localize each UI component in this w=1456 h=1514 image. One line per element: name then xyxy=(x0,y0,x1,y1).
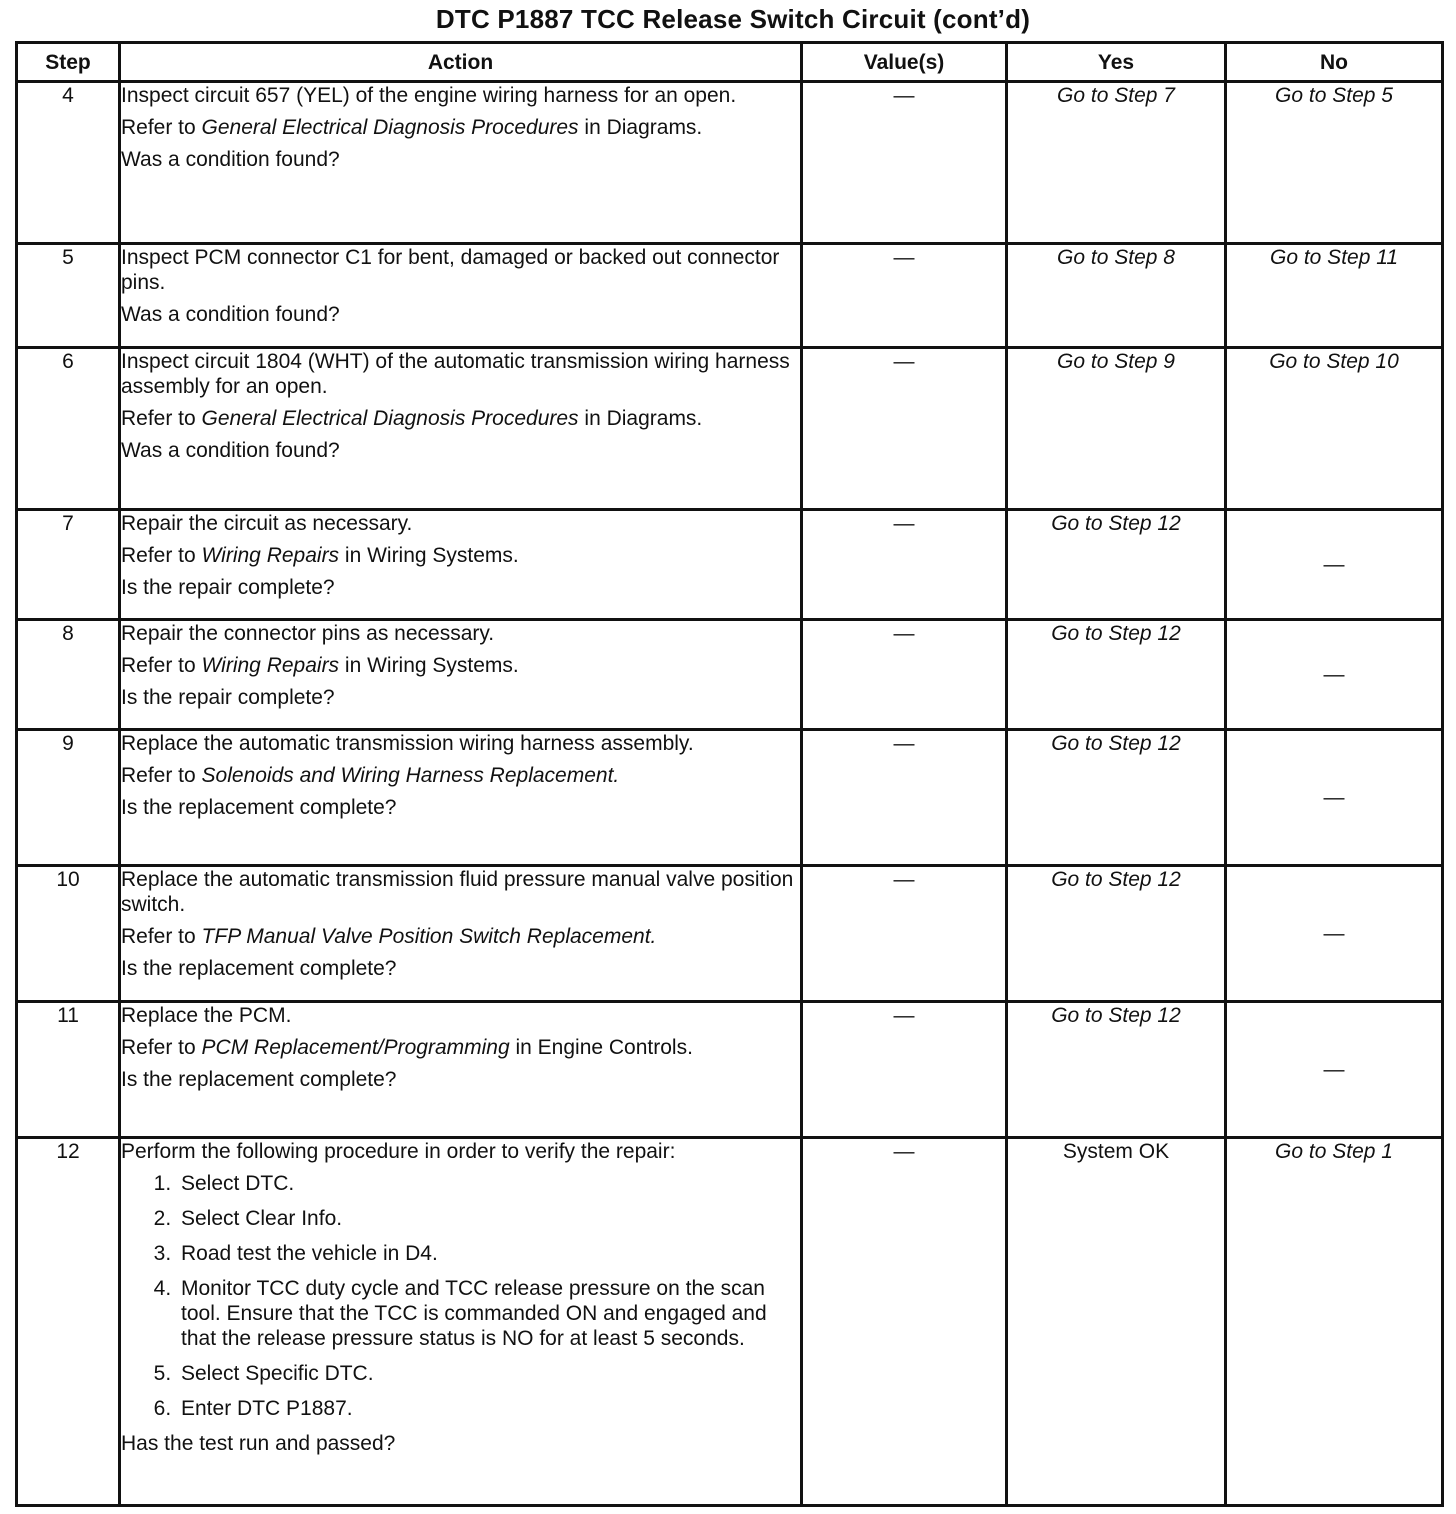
no-cell: Go to Step 1 xyxy=(1226,1138,1443,1506)
action-question: Was a condition found? xyxy=(121,439,340,462)
value-cell: — xyxy=(802,866,1007,1002)
reference-document: PCM Replacement/Programming xyxy=(201,1036,510,1059)
action-cell xyxy=(120,730,802,866)
action-question: Is the replacement complete? xyxy=(121,796,397,819)
table-row xyxy=(17,244,1443,348)
table-row xyxy=(17,620,1443,730)
value-cell: — xyxy=(802,244,1007,348)
yes-cell: System OK xyxy=(1007,1138,1226,1506)
step-number: 7 xyxy=(17,510,120,620)
action-instruction: Inspect circuit 657 (YEL) of the engine wiring harness for an open. xyxy=(121,84,737,107)
no-cell: Go to Step 11 xyxy=(1226,244,1443,348)
header-row xyxy=(17,43,1443,82)
procedure-step: 5. Select Specific DTC. xyxy=(177,1361,800,1386)
action-reference: Refer to General Electrical Diagnosis Procedures in Diagrams. xyxy=(121,407,703,430)
table-row xyxy=(17,510,1443,620)
table-row xyxy=(17,82,1443,244)
no-cell: Go to Step 5 xyxy=(1226,82,1443,244)
action-reference: Refer to TFP Manual Valve Position Switch Replacement. xyxy=(121,925,657,948)
value-cell: — xyxy=(802,510,1007,620)
action-question: Is the replacement complete? xyxy=(121,957,397,980)
action-question: Was a condition found? xyxy=(121,148,340,171)
action-cell xyxy=(120,510,802,620)
no-cell: — xyxy=(1226,510,1443,620)
verification-procedure-list xyxy=(121,1171,800,1421)
action-question: Was a condition found? xyxy=(121,303,340,326)
action-instruction: Inspect circuit 1804 (WHT) of the automatic transmission wiring harness assembly for an open. xyxy=(121,350,790,398)
action-reference: Refer to General Electrical Diagnosis Procedures in Diagrams. xyxy=(121,116,703,139)
action-reference: Refer to Wiring Repairs in Wiring Systems. xyxy=(121,654,519,677)
action-cell xyxy=(120,866,802,1002)
table-row xyxy=(17,348,1443,510)
action-cell xyxy=(120,1002,802,1138)
procedure-step: 2. Select Clear Info. xyxy=(177,1206,800,1231)
step-number: 10 xyxy=(17,866,120,1002)
value-cell: — xyxy=(802,348,1007,510)
value-cell: — xyxy=(802,82,1007,244)
action-question: Has the test run and passed? xyxy=(121,1432,396,1455)
table-row xyxy=(17,730,1443,866)
action-instruction: Repair the connector pins as necessary. xyxy=(121,622,495,645)
action-question: Is the replacement complete? xyxy=(121,1068,397,1091)
action-instruction: Inspect PCM connector C1 for bent, damaged or backed out connector pins. xyxy=(121,246,780,294)
step-number: 12 xyxy=(17,1138,120,1506)
action-cell xyxy=(120,348,802,510)
action-cell xyxy=(120,620,802,730)
step-number: 4 xyxy=(17,82,120,244)
no-cell: — xyxy=(1226,866,1443,1002)
step-number: 6 xyxy=(17,348,120,510)
value-cell: — xyxy=(802,1138,1007,1506)
procedure-step: 3. Road test the vehicle in D4. xyxy=(177,1241,800,1266)
action-cell xyxy=(120,244,802,348)
reference-document: Wiring Repairs xyxy=(201,544,340,567)
header-values: Value(s) xyxy=(802,43,1007,82)
procedure-step: 6. Enter DTC P1887. xyxy=(177,1396,800,1421)
action-instruction: Perform the following procedure in order to verify the repair: xyxy=(121,1140,676,1163)
table-row xyxy=(17,1002,1443,1138)
yes-cell: Go to Step 7 xyxy=(1007,82,1226,244)
action-instruction: Replace the PCM. xyxy=(121,1004,292,1027)
yes-cell: Go to Step 12 xyxy=(1007,620,1226,730)
reference-document: TFP Manual Valve Position Switch Replacement. xyxy=(201,925,657,948)
action-question: Is the repair complete? xyxy=(121,686,335,709)
yes-cell: Go to Step 9 xyxy=(1007,348,1226,510)
action-question: Is the repair complete? xyxy=(121,576,335,599)
no-cell: — xyxy=(1226,620,1443,730)
table-row xyxy=(17,866,1443,1002)
header-no: No xyxy=(1226,43,1443,82)
action-cell xyxy=(120,1138,802,1506)
value-cell: — xyxy=(802,620,1007,730)
step-number: 11 xyxy=(17,1002,120,1138)
procedure-step: 4. Monitor TCC duty cycle and TCC release pressure on the scan tool. Ensure that the TCC is commanded ON and engaged and that the release pressure status is NO for at least 5 seconds. xyxy=(177,1276,800,1351)
procedure-step: 1. Select DTC. xyxy=(177,1171,800,1196)
yes-cell: Go to Step 12 xyxy=(1007,866,1226,1002)
table-row xyxy=(17,1138,1443,1506)
no-cell: — xyxy=(1226,730,1443,866)
reference-document: Wiring Repairs xyxy=(201,654,340,677)
step-number: 5 xyxy=(17,244,120,348)
action-reference: Refer to PCM Replacement/Programming in Engine Controls. xyxy=(121,1036,693,1059)
yes-cell: Go to Step 12 xyxy=(1007,1002,1226,1138)
header-step: Step xyxy=(17,43,120,82)
action-cell xyxy=(120,82,802,244)
reference-document: General Electrical Diagnosis Procedures xyxy=(201,116,579,139)
diagnostic-table xyxy=(15,41,1444,1507)
action-reference: Refer to Wiring Repairs in Wiring Systems. xyxy=(121,544,519,567)
value-cell: — xyxy=(802,1002,1007,1138)
header-action: Action xyxy=(120,43,802,82)
reference-document: General Electrical Diagnosis Procedures xyxy=(201,407,579,430)
step-number: 8 xyxy=(17,620,120,730)
value-cell: — xyxy=(802,730,1007,866)
no-cell: — xyxy=(1226,1002,1443,1138)
step-number: 9 xyxy=(17,730,120,866)
header-yes: Yes xyxy=(1007,43,1226,82)
action-instruction: Replace the automatic transmission wiring harness assembly. xyxy=(121,732,694,755)
page-title: DTC P1887 TCC Release Switch Circuit (cont’d) xyxy=(435,4,1031,34)
action-reference: Refer to Solenoids and Wiring Harness Replacement. xyxy=(121,764,620,787)
yes-cell: Go to Step 12 xyxy=(1007,730,1226,866)
action-instruction: Repair the circuit as necessary. xyxy=(121,512,413,535)
action-instruction: Replace the automatic transmission fluid pressure manual valve position switch. xyxy=(121,868,794,916)
reference-document: Solenoids and Wiring Harness Replacement. xyxy=(201,764,620,787)
yes-cell: Go to Step 8 xyxy=(1007,244,1226,348)
yes-cell: Go to Step 12 xyxy=(1007,510,1226,620)
no-cell: Go to Step 10 xyxy=(1226,348,1443,510)
